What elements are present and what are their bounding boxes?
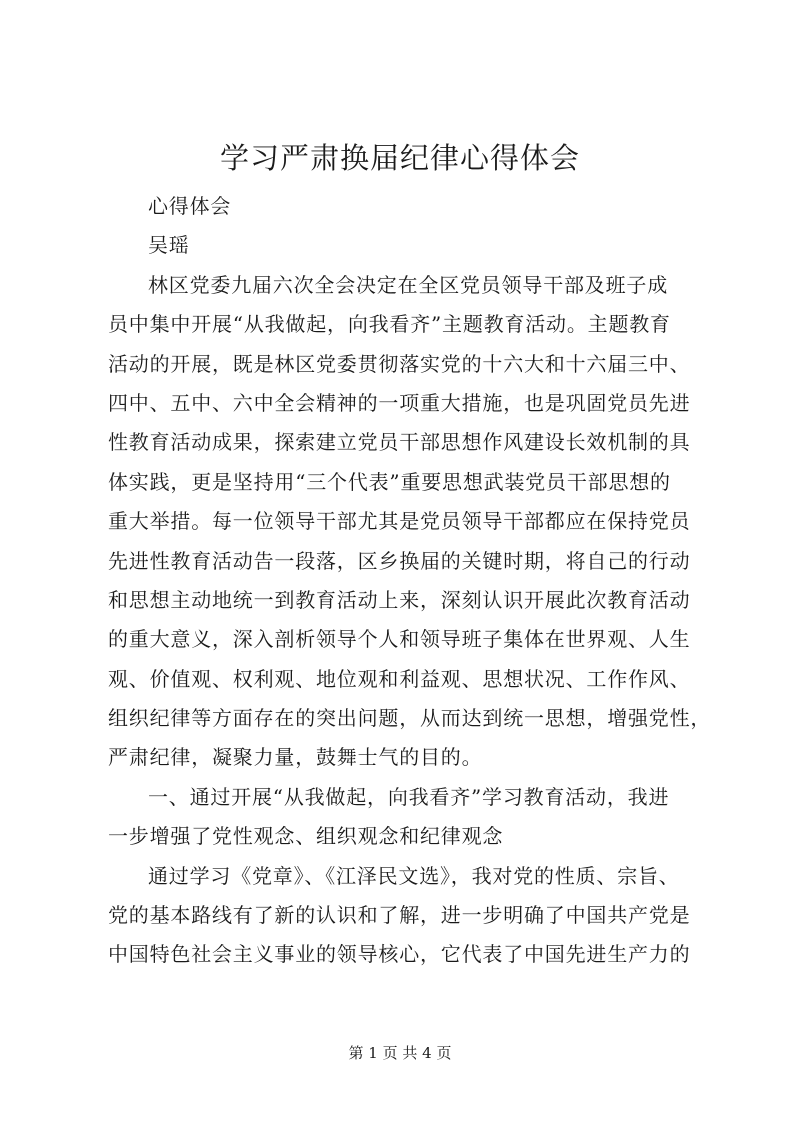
- body-line: 员中集中开展“从我做起，向我看齐”主题教育活动。主题教育: [108, 312, 671, 337]
- page-footer: 第 1 页 共 4 页: [348, 1044, 452, 1062]
- body-line: 一步增强了党性观念、组织观念和纪律观念: [108, 824, 504, 849]
- body-line: 吴瑶: [148, 233, 190, 258]
- body-line: 严肃纪律，凝聚力量，鼓舞士气的目的。: [108, 745, 483, 770]
- body-line: 党的基本路线有了新的认识和了解，进一步明确了中国共产党是: [108, 903, 691, 928]
- body-line: 活动的开展，既是林区党委贯彻落实党的十六大和十六届三中、: [108, 351, 691, 376]
- body-line: 心得体会: [148, 194, 232, 218]
- body-line: 的重大意义，深入剖析领导个人和领导班子集体在世界观、人生: [108, 627, 691, 652]
- body-line: 组织纪律等方面存在的突出问题，从而达到统一思想，增强党性，: [108, 706, 712, 731]
- body-line: 体实践，更是坚持用“三个代表”重要思想武装党员干部思想的: [108, 469, 671, 494]
- body-line: 观、价值观、权利观、地位观和利益观、思想状况、工作作风、: [108, 666, 691, 691]
- body-line: 性教育活动成果，探索建立党员干部思想作风建设长效机制的具: [108, 430, 691, 455]
- document-body: [108, 187, 712, 975]
- body-line: 和思想主动地统一到教育活动上来，深刻认识开展此次教育活动: [108, 587, 691, 612]
- body-line: 林区党委九届六次全会决定在全区党员领导干部及班子成: [148, 272, 668, 297]
- document-title: 学习严肃换届纪律心得体会: [219, 141, 580, 175]
- body-line: 通过学习《党章》、《江泽民文选》，我对党的性质、宗旨、: [148, 863, 680, 888]
- body-line: 先进性教育活动告一段落，区乡换届的关键时期，将自己的行动: [108, 548, 691, 573]
- body-line: 重大举措。每一位领导干部尤其是党员领导干部都应在保持党员: [108, 509, 691, 534]
- body-line: 中国特色社会主义事业的领导核心，它代表了中国先进生产力的: [108, 942, 691, 967]
- body-line: 一、通过开展“从我做起，向我看齐”学习教育活动，我进: [148, 784, 670, 809]
- body-line: 四中、五中、六中全会精神的一项重大措施，也是巩固党员先进: [108, 390, 691, 415]
